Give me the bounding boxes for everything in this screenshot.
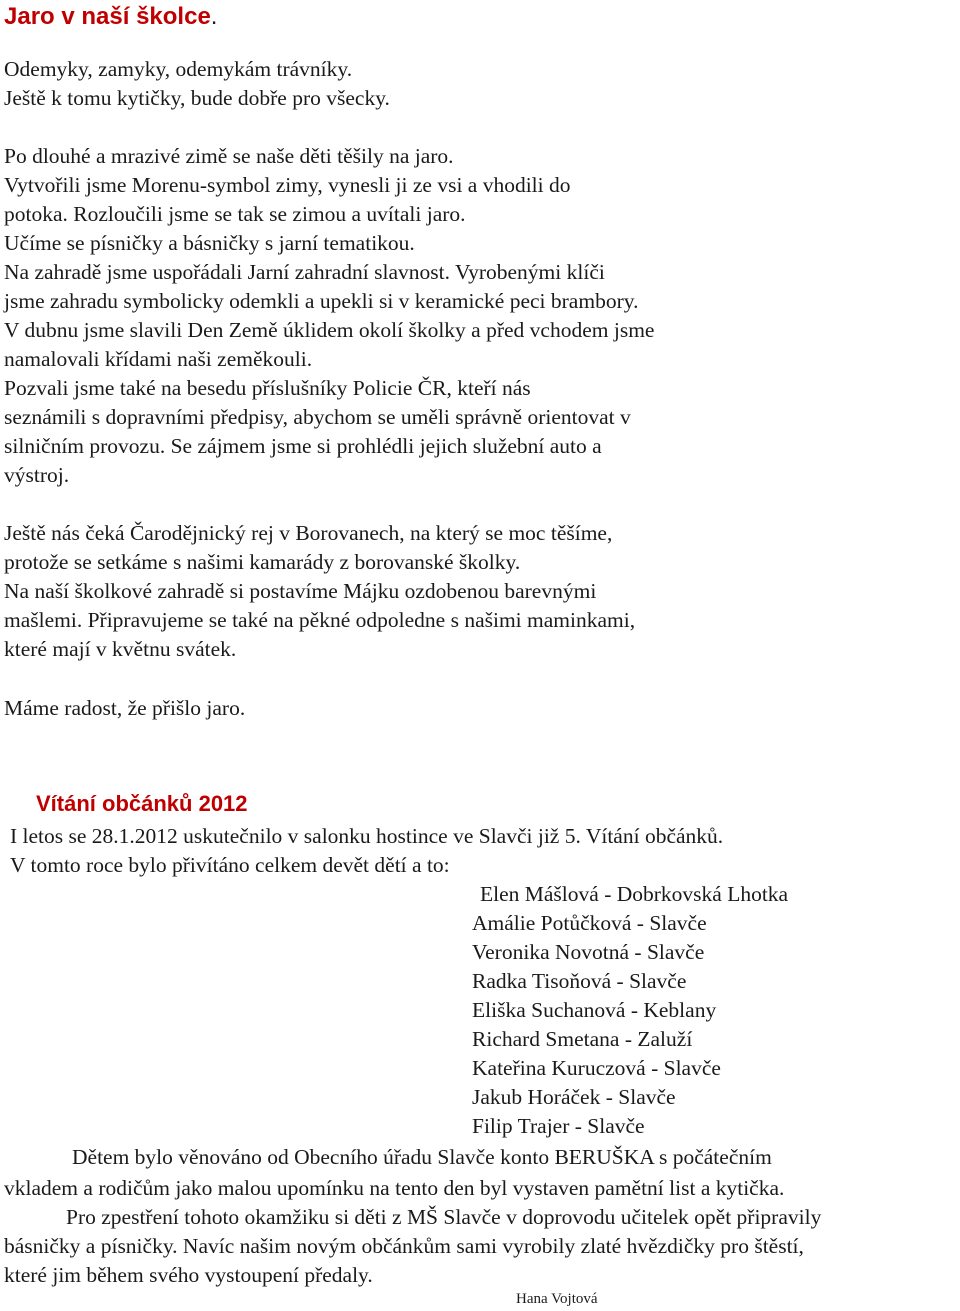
paragraph-line: namalovali křídami naši zeměkouli.	[4, 347, 313, 371]
closing-paragraph-line: Pro zpestření tohoto okamžiku si děti z MŠ Slavče v doprovodu učitelek opět připravily	[66, 1205, 822, 1229]
paragraph-line: silničním provozu. Se zájmem jsme si prohlédli jejich služební auto a	[4, 434, 602, 458]
poem-line: Odemyky, zamyky, odemykám trávníky.	[4, 57, 353, 81]
paragraph-line: Po dlouhé a mrazivé zimě se naše děti těšily na jaro.	[4, 144, 454, 168]
paragraph-line: seznámili s dopravními předpisy, abychom se uměli správně orientovat v	[4, 405, 631, 429]
paragraph-line: Vytvořili jsme Morenu-symbol zimy, vynesli ji ze vsi a vhodili do	[4, 173, 571, 197]
child-entry: Jakub Horáček - Slavče	[472, 1085, 676, 1109]
child-entry: Filip Trajer - Slavče	[472, 1114, 645, 1138]
closing-line: Máme radost, že přišlo jaro.	[4, 696, 246, 720]
closing-paragraph-line: Dětem bylo věnováno od Obecního úřadu Slavče konto BERUŠKA s počátečním	[72, 1145, 772, 1169]
child-entry: Kateřina Kuruczová - Slavče	[472, 1056, 721, 1080]
paragraph-line: které mají v květnu svátek.	[4, 637, 237, 661]
intro-line: V tomto roce bylo přivítáno celkem devět dětí a to:	[10, 853, 450, 877]
paragraph-line: jsme zahradu symbolicky odemkli a upekli si v keramické peci brambory.	[4, 289, 639, 313]
paragraph-line: potoka. Rozloučili jsme se tak se zimou a uvítali jaro.	[4, 202, 466, 226]
child-entry: Amálie Potůčková - Slavče	[472, 911, 707, 935]
paragraph-line: Ještě nás čeká Čarodějnický rej v Borovanech, na který se moc těšíme,	[4, 521, 613, 545]
section1-title-punct: .	[210, 3, 218, 30]
intro-line: I letos se 28.1.2012 uskutečnilo v salonku hostince ve Slavči již 5. Vítání občánků.	[10, 824, 724, 848]
child-entry: Richard Smetana - Zaluží	[472, 1027, 693, 1051]
child-entry: Veronika Novotná - Slavče	[472, 940, 705, 964]
child-entry: Elen Mášlová - Dobrkovská Lhotka	[480, 882, 789, 906]
closing-paragraph-line: básničky a písničky. Navíc našim novým občánkům sami vyrobily zlaté hvězdičky pro štěstí,	[4, 1234, 804, 1258]
paragraph-line: výstroj.	[4, 463, 70, 487]
paragraph-line: Pozvali jsme také na besedu příslušníky Policie ČR, kteří nás	[4, 376, 531, 400]
poem-line: Ještě k tomu kytičky, bude dobře pro všecky.	[4, 86, 390, 110]
closing-paragraph-line: vkladem a rodičům jako malou upomínku na tento den byl vystaven pamětní list a kytička.	[4, 1176, 785, 1200]
paragraph-line: Učíme se písničky a básničky s jarní tematikou.	[4, 231, 415, 255]
signature: Hana Vojtová	[516, 1291, 598, 1307]
section1-title: Jaro v naší školce	[4, 3, 211, 30]
paragraph-line: V dubnu jsme slavili Den Země úklidem okolí školky a před vchodem jsme	[4, 318, 655, 342]
paragraph-line: Na naší školkové zahradě si postavíme Májku ozdobenou barevnými	[4, 579, 597, 603]
paragraph-line: Na zahradě jsme uspořádali Jarní zahradní slavnost. Vyrobenými klíči	[4, 260, 605, 284]
child-entry: Eliška Suchanová - Keblany	[472, 998, 717, 1022]
section2-title: Vítání občánků 2012	[36, 791, 248, 816]
paragraph-line: mašlemi. Připravujeme se také na pěkné odpoledne s našimi maminkami,	[4, 608, 636, 632]
section1-heading	[4, 2, 217, 32]
closing-paragraph-line: které jim během svého vystoupení předaly.	[4, 1263, 373, 1287]
child-entry: Radka Tisoňová - Slavče	[472, 969, 687, 993]
paragraph-line: protože se setkáme s našimi kamarády z borovanské školky.	[4, 550, 521, 574]
